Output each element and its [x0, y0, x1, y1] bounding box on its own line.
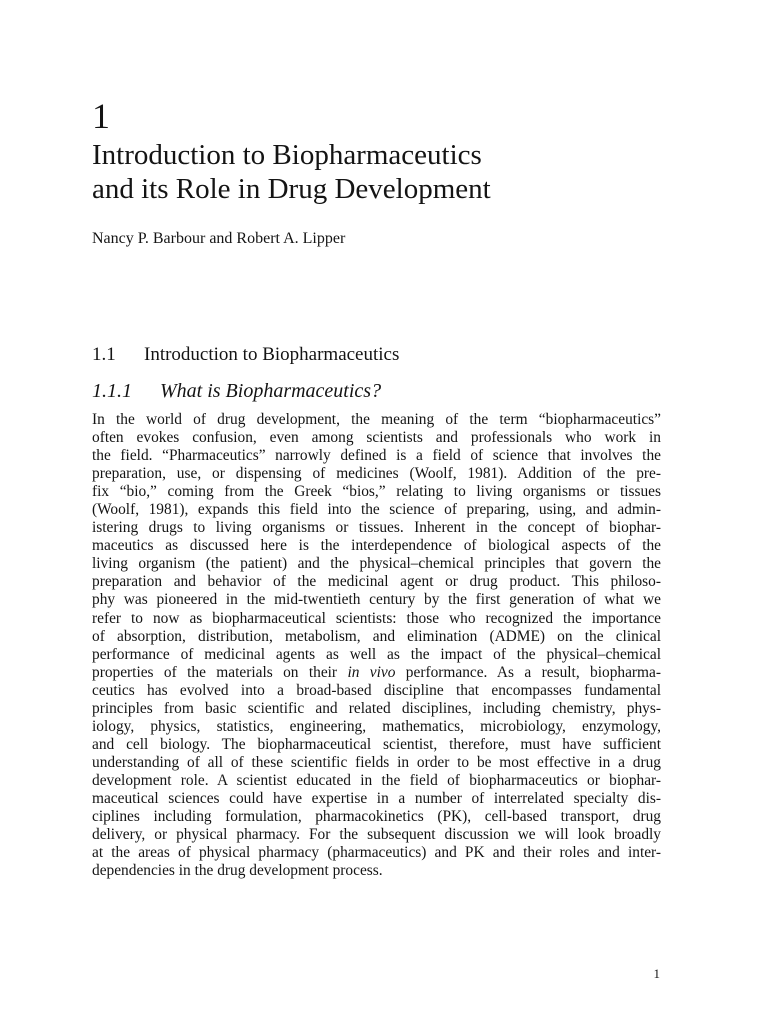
chapter-title-line: and its Role in Drug Development: [92, 173, 491, 205]
chapter-number: 1: [92, 96, 110, 136]
chapter-title-line: Introduction to Biopharmaceutics: [92, 139, 482, 171]
body-line: maceutical sciences could have expertise in a number of interrelated specialty dis-: [92, 789, 661, 807]
body-line: of absorption, distribution, metabolism, and elimination (ADME) on the clinical: [92, 627, 661, 645]
body-line: properties of the materials on their in vivo performance. As a result, biopharma-: [92, 663, 661, 681]
body-line: preparation and behavior of the medicinal agent or drug product. This philoso-: [92, 573, 661, 591]
section-title: Introduction to Biopharmaceutics: [144, 344, 400, 365]
body-line: istering drugs to living organisms or tissues. Inherent in the concept of biophar-: [92, 519, 661, 537]
body-line: living organism (the patient) and the physical–chemical principles that govern the: [92, 555, 661, 573]
body-line: phy was pioneered in the mid-twentieth century by the first generation of what we: [92, 591, 661, 609]
body-line: performance of medicinal agents as well as the impact of the physical–chemical: [92, 645, 661, 663]
body-line: at the areas of physical pharmacy (pharmaceutics) and PK and their roles and inter-: [92, 844, 661, 862]
body-line: refer to now as biopharmaceutical scientists: those who recognized the importance: [92, 609, 661, 627]
section-number: 1.1: [92, 344, 116, 365]
body-line: preparation, use, or dispensing of medicines (Woolf, 1981). Addition of the pre-: [92, 465, 661, 483]
chapter-authors: Nancy P. Barbour and Robert A. Lipper: [92, 230, 346, 247]
body-line: principles from basic scientific and related disciplines, including chemistry, phys-: [92, 699, 661, 717]
body-line: often evokes confusion, even among scientists and professionals who work in: [92, 429, 661, 447]
section-heading: [92, 343, 399, 367]
body-line: ciplines including formulation, pharmacokinetics (PK), cell-based transport, drug: [92, 808, 661, 826]
body-line: and cell biology. The biopharmaceutical scientist, therefore, must have sufficient: [92, 735, 661, 753]
chapter-title: [92, 138, 712, 206]
body-line: maceutics as discussed here is the interdependence of biological aspects of the: [92, 537, 661, 555]
subsection-title: What is Biopharmaceutics?: [160, 380, 382, 402]
body-line: the field. “Pharmaceutics” narrowly defined is a field of science that involves the: [92, 447, 661, 465]
body-line: fix “bio,” coming from the Greek “bios,” relating to living organisms or tissues: [92, 483, 661, 501]
body-line: delivery, or physical pharmacy. For the subsequent discussion we will look broadly: [92, 826, 661, 844]
body-line: understanding of all of these scientific fields in order to be most effective in a drug: [92, 753, 661, 771]
body-line: dependencies in the drug development process.: [92, 862, 383, 880]
subsection-heading: [92, 378, 381, 404]
body-paragraph: [92, 411, 661, 880]
body-line: ceutics has evolved into a broad-based discipline that encompasses fundamental: [92, 681, 661, 699]
body-line: iology, physics, statistics, engineering, mathematics, microbiology, enzymology,: [92, 717, 661, 735]
body-line: (Woolf, 1981), expands this field into the science of preparing, using, and admin-: [92, 501, 661, 519]
body-line: development role. A scientist educated in the field of biopharmaceutics or biophar-: [92, 771, 661, 789]
body-line: In the world of drug development, the meaning of the term “biopharmaceutics”: [92, 411, 661, 428]
page-number: 1: [653, 966, 660, 981]
subsection-number: 1.1.1: [92, 380, 132, 402]
